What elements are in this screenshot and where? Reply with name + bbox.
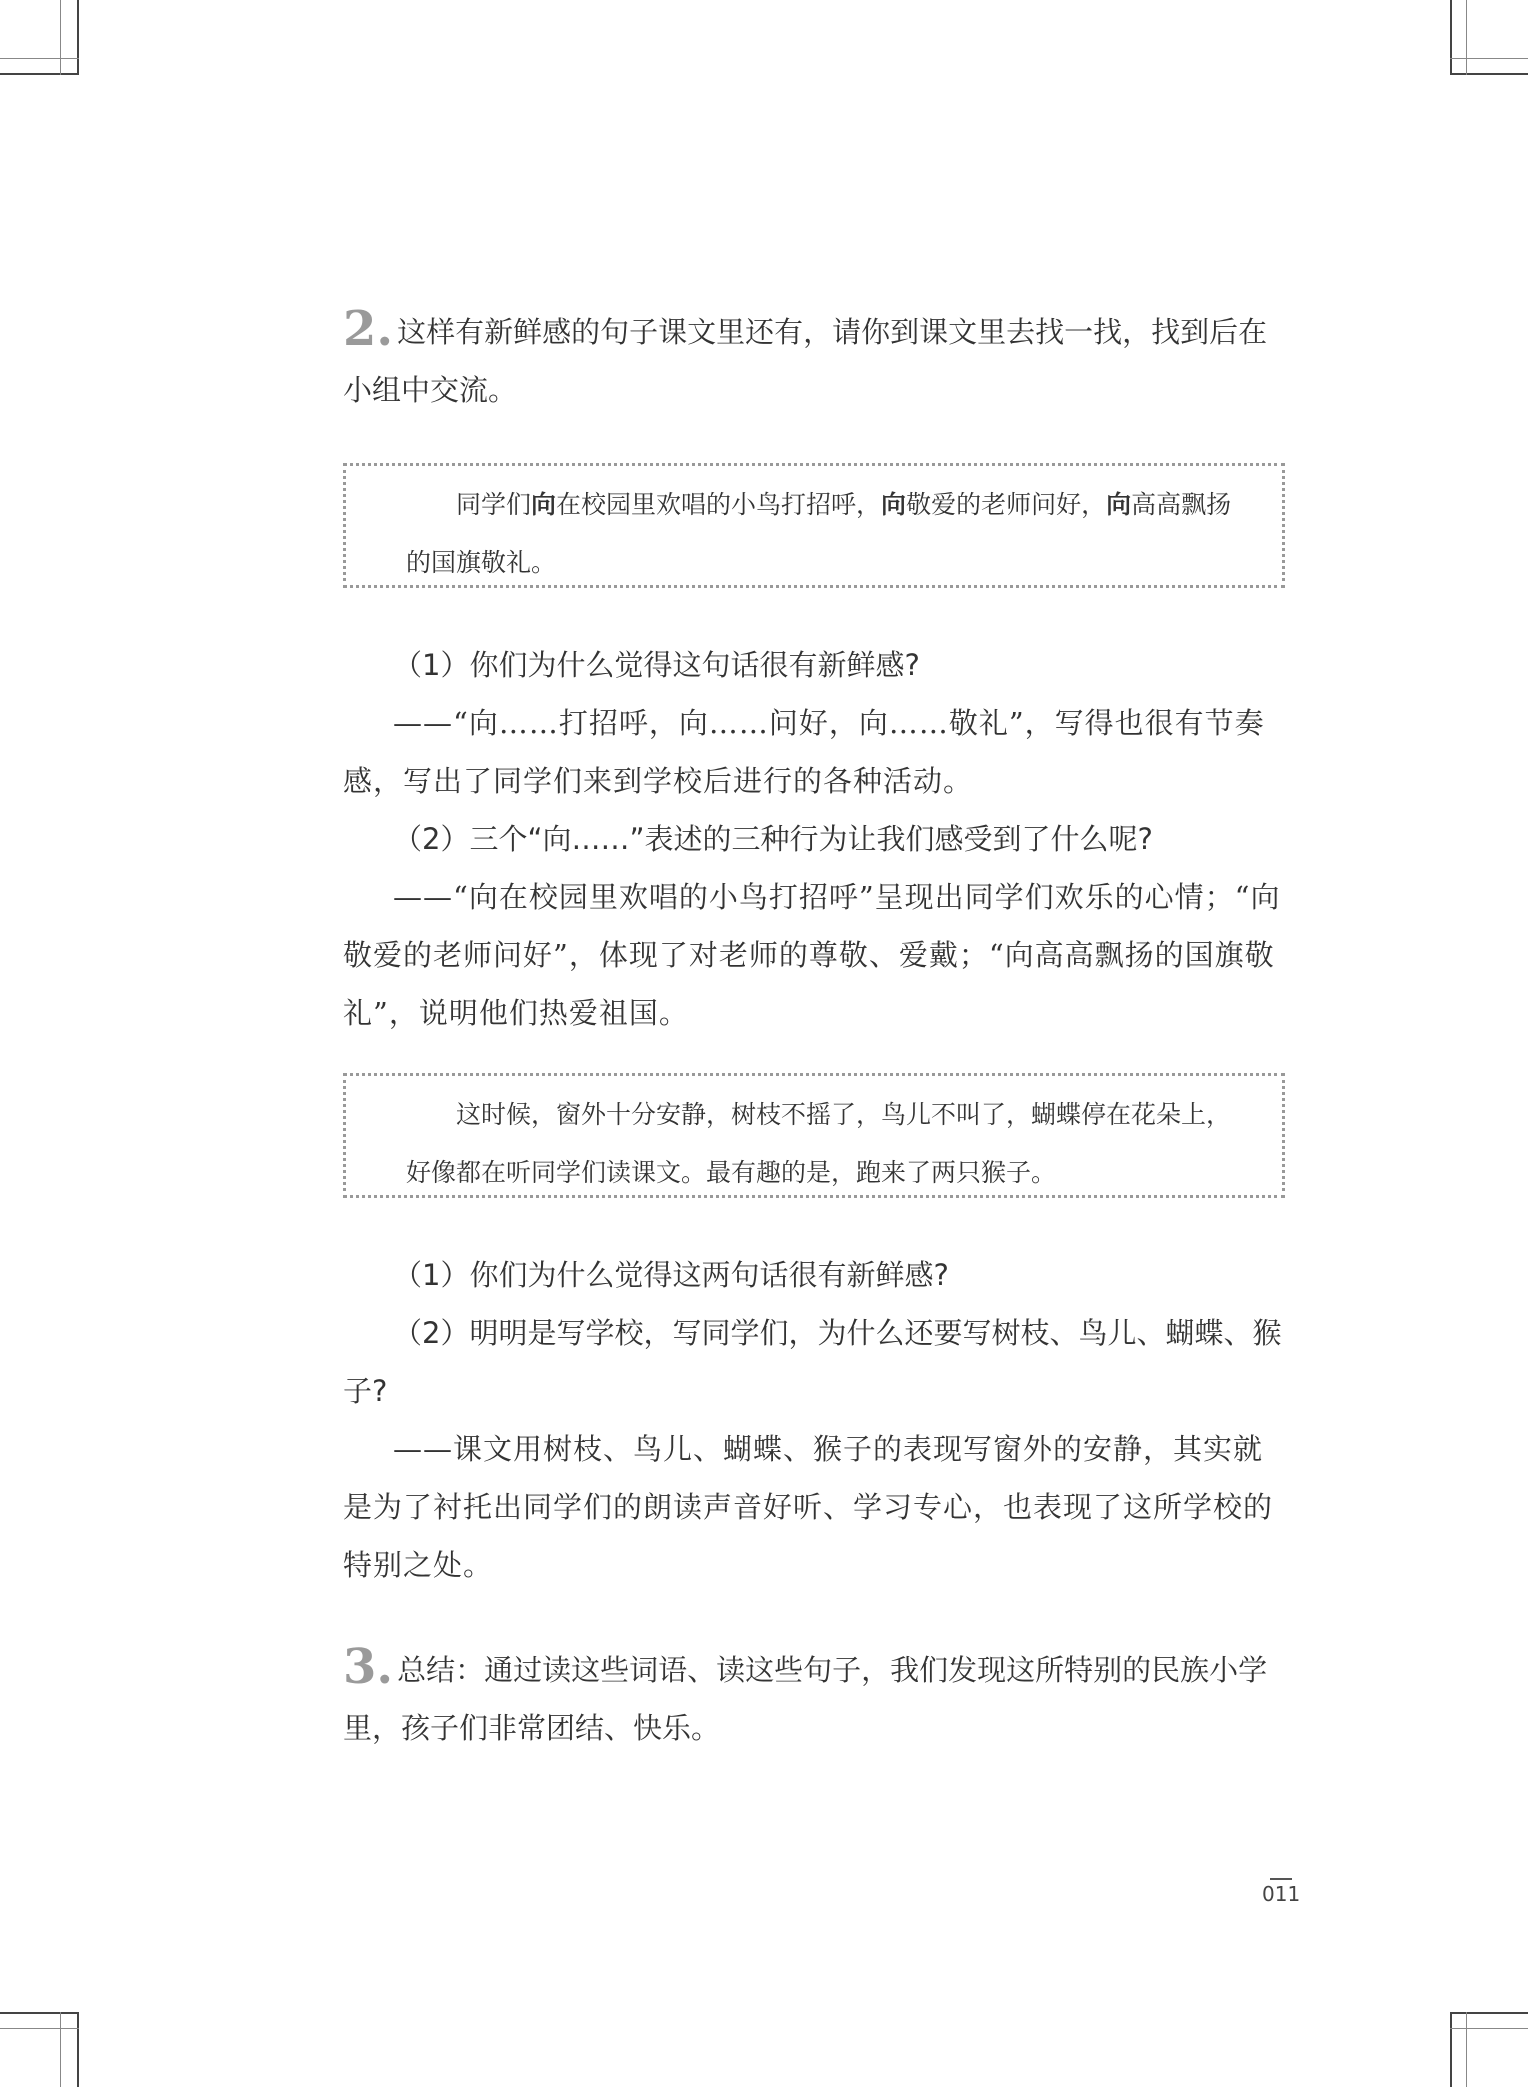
crop-mark-bottom-left-v — [77, 2012, 79, 2087]
section-3 — [343, 1638, 1285, 1757]
section-3-number: 3. — [343, 1639, 394, 1695]
question-1-1: （1）你们为什么觉得这句话很有新鲜感? — [393, 648, 920, 682]
section-2 — [343, 300, 1285, 419]
quote-1-part-1: 同学们 — [456, 490, 532, 519]
quote-box-2 — [343, 1073, 1285, 1198]
crop-mark-bottom-right-h2 — [1450, 2028, 1528, 2029]
quote-1-emphasis-3: 向 — [1106, 490, 1132, 519]
section-2-text: 这样有新鲜感的句子课文里还有，请你到课文里去找一找，找到后在小组中交流。 — [343, 315, 1268, 407]
quote-box-1 — [343, 463, 1285, 588]
crop-mark-top-left-h2 — [0, 58, 79, 59]
crop-mark-top-left-v2 — [60, 0, 61, 75]
crop-mark-bottom-right-v — [1450, 2012, 1452, 2087]
answer-2-2: ——课文用树枝、鸟儿、蝴蝶、猴子的表现写窗外的安静，其实就是为了衬托出同学们的朗读声音好听、学习专心，也表现了这所学校的特别之处。 — [343, 1432, 1274, 1582]
question-1-2: （2）三个“向……”表述的三种行为让我们感受到了什么呢? — [393, 822, 1153, 856]
crop-mark-top-left-h — [0, 73, 79, 75]
crop-mark-bottom-right-h — [1450, 2012, 1528, 2014]
question-2-1: （1）你们为什么觉得这两句话很有新鲜感? — [393, 1258, 949, 1292]
answer-1-1: ——“向……打招呼，向……问好，向……敬礼”，写得也很有节奏感，写出了同学们来到学校后进行的各种活动。 — [343, 706, 1265, 798]
quote-1-part-2: 在校园里欢唱的小鸟打招呼， — [556, 490, 882, 519]
crop-mark-bottom-right-v2 — [1466, 2012, 1467, 2087]
question-2-2: （2）明明是写学校，写同学们，为什么还要写树枝、鸟儿、蝴蝶、猴子? — [343, 1316, 1282, 1408]
crop-mark-top-right-v2 — [1466, 0, 1467, 75]
quote-1-part-3: 敬爱的老师问好， — [906, 490, 1107, 519]
page-number-rule — [1270, 1878, 1292, 1880]
crop-mark-bottom-left-h2 — [0, 2028, 79, 2029]
crop-mark-top-right-h — [1450, 73, 1528, 75]
quote-1-emphasis-2: 向 — [881, 490, 907, 519]
crop-mark-bottom-left-h — [0, 2012, 79, 2014]
section-2-number: 2. — [343, 301, 394, 357]
quote-1-part-4: 高高飘扬的国旗敬礼。 — [406, 490, 1232, 577]
page-number: 011 — [1262, 1882, 1301, 1906]
answer-1-2: ——“向在校园里欢唱的小鸟打招呼”呈现出同学们欢乐的心情；“向敬爱的老师问好”，体现了对老师的尊敬、爱戴；“向高高飘扬的国旗敬礼”，说明他们热爱祖国。 — [343, 880, 1281, 1030]
quote-2-text: 这时候，窗外十分安静，树枝不摇了，鸟儿不叫了，蝴蝶停在花朵上，好像都在听同学们读课文。最有趣的是，跑来了两只猴子。 — [406, 1100, 1232, 1187]
crop-mark-bottom-left-v2 — [60, 2012, 61, 2087]
crop-mark-top-right-v — [1450, 0, 1452, 75]
section-3-text: 总结：通过读这些词语、读这些句子，我们发现这所特别的民族小学里，孩子们非常团结、快乐。 — [343, 1653, 1268, 1745]
crop-mark-top-left-v — [77, 0, 79, 75]
crop-mark-top-right-h2 — [1450, 58, 1528, 59]
quote-1-emphasis-1: 向 — [531, 490, 557, 519]
